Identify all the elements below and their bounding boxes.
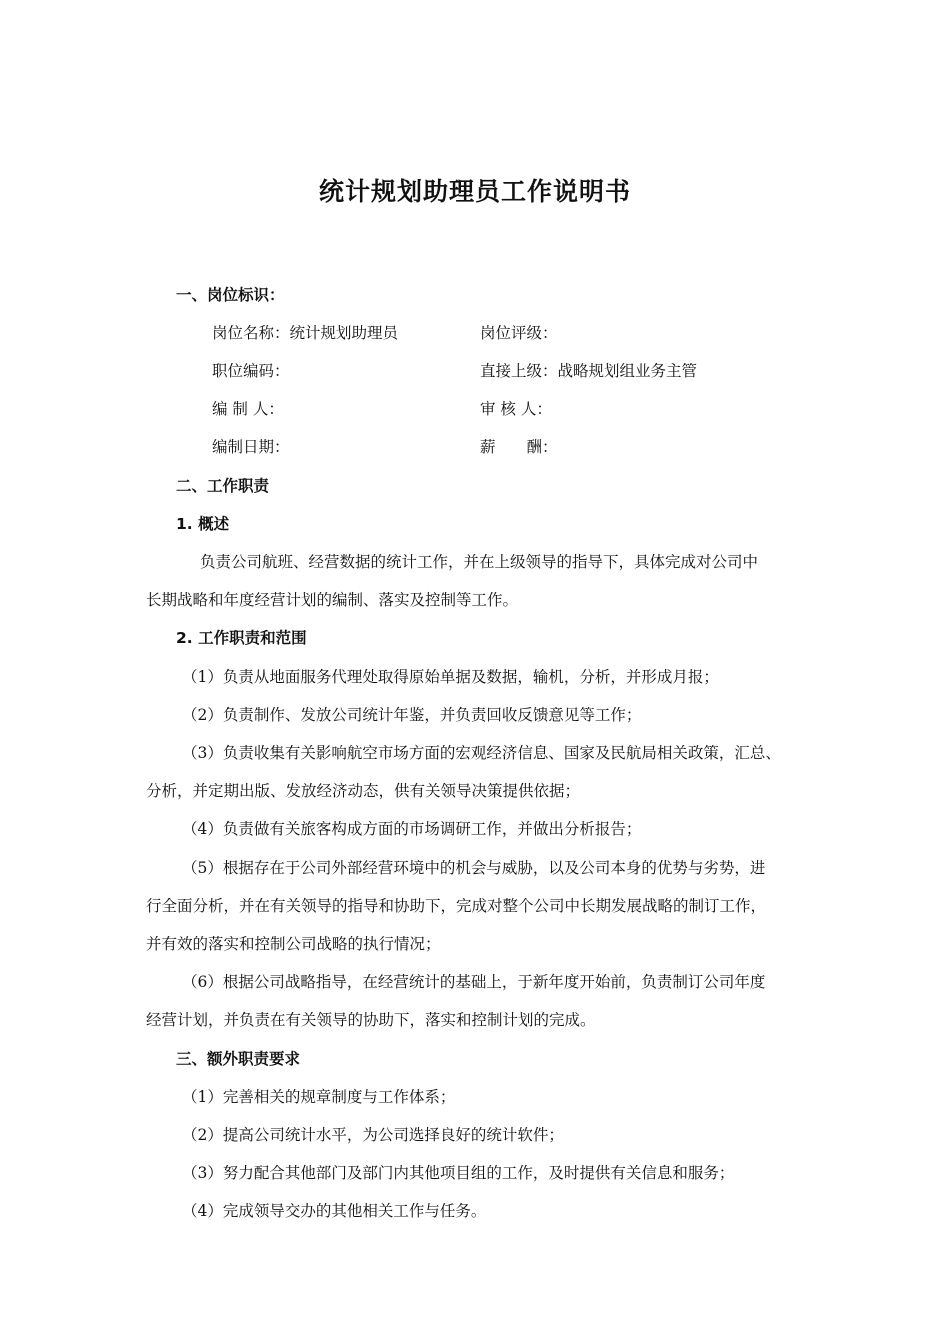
subsection-overview-heading: 1. 概述 xyxy=(176,515,230,533)
duty-line: 分析，并定期出版、发放经济动态，供有关领导决策提供依据； xyxy=(146,782,581,800)
duty-line: （6）根据公司战略指导，在经营统计的基础上，于新年度开始前，负责制订公司年度 xyxy=(182,973,766,991)
subsection-duties-heading: 2. 工作职责和范围 xyxy=(176,629,307,647)
section1-heading: 一、岗位标识： xyxy=(176,286,285,304)
extra-duty-line: （3）努力配合其他部门及部门内其他项目组的工作，及时提供有关信息和服务； xyxy=(182,1164,735,1182)
duty-line: （5）根据存在于公司外部经营环境中的机会与威胁，以及公司本身的优势与劣势，进 xyxy=(182,859,766,877)
extra-duty-line: （2）提高公司统计水平，为公司选择良好的统计软件； xyxy=(182,1126,564,1144)
field-supervisor-value: 战略规划组业务主管 xyxy=(557,362,698,380)
field-reviewer xyxy=(480,398,552,420)
field-name xyxy=(212,322,398,344)
extra-duty-line: （1）完善相关的规章制度与工作体系； xyxy=(182,1088,456,1106)
overview-line: 长期战略和年度经营计划的编制、落实及控制等工作。 xyxy=(146,591,519,609)
field-supervisor-label: 直接上级： xyxy=(480,362,558,380)
field-date-label: 编制日期： xyxy=(212,438,290,456)
extra-duty-line: （4）完成领导交办的其他相关工作与任务。 xyxy=(182,1202,487,1220)
field-code-label: 职位编码： xyxy=(212,362,290,380)
field-grade-label: 岗位评级： xyxy=(480,324,558,342)
overview-line: 负责公司航班、经营数据的统计工作，并在上级领导的指导下，具体完成对公司中 xyxy=(200,553,759,571)
field-author xyxy=(212,398,284,420)
field-salary xyxy=(480,436,558,458)
field-grade xyxy=(480,322,558,344)
duty-line: （4）负责做有关旅客构成方面的市场调研工作，并做出分析报告； xyxy=(182,820,642,838)
field-reviewer-label: 审 核 人： xyxy=(480,400,552,418)
field-supervisor xyxy=(480,360,697,382)
duty-line: （3）负责收集有关影响航空市场方面的宏观经济信息、国家及民航局相关政策，汇总、 xyxy=(182,744,781,762)
field-code xyxy=(212,360,290,382)
field-date xyxy=(212,436,290,458)
field-name-label: 岗位名称： xyxy=(212,324,290,342)
section3-heading: 三、额外职责要求 xyxy=(176,1050,301,1068)
section2-heading: 二、工作职责 xyxy=(176,477,270,495)
duty-line: 行全面分析，并在有关领导的指导和协助下，完成对整个公司中长期发展战略的制订工作， xyxy=(146,897,767,915)
field-author-label: 编 制 人： xyxy=(212,400,284,418)
document-title: 统计规划助理员工作说明书 xyxy=(318,177,631,206)
duty-line: （2）负责制作、发放公司统计年鉴，并负责回收反馈意见等工作； xyxy=(182,706,642,724)
duty-line: 经营计划，并负责在有关领导的协助下，落实和控制计划的完成。 xyxy=(146,1011,596,1029)
duty-line: 并有效的落实和控制公司战略的执行情况； xyxy=(146,935,441,953)
field-salary-label: 薪 酬： xyxy=(480,438,558,456)
duty-line: （1）负责从地面服务代理处取得原始单据及数据，输机，分析，并形成月报； xyxy=(182,668,719,686)
field-name-value: 统计规划助理员 xyxy=(289,324,399,342)
